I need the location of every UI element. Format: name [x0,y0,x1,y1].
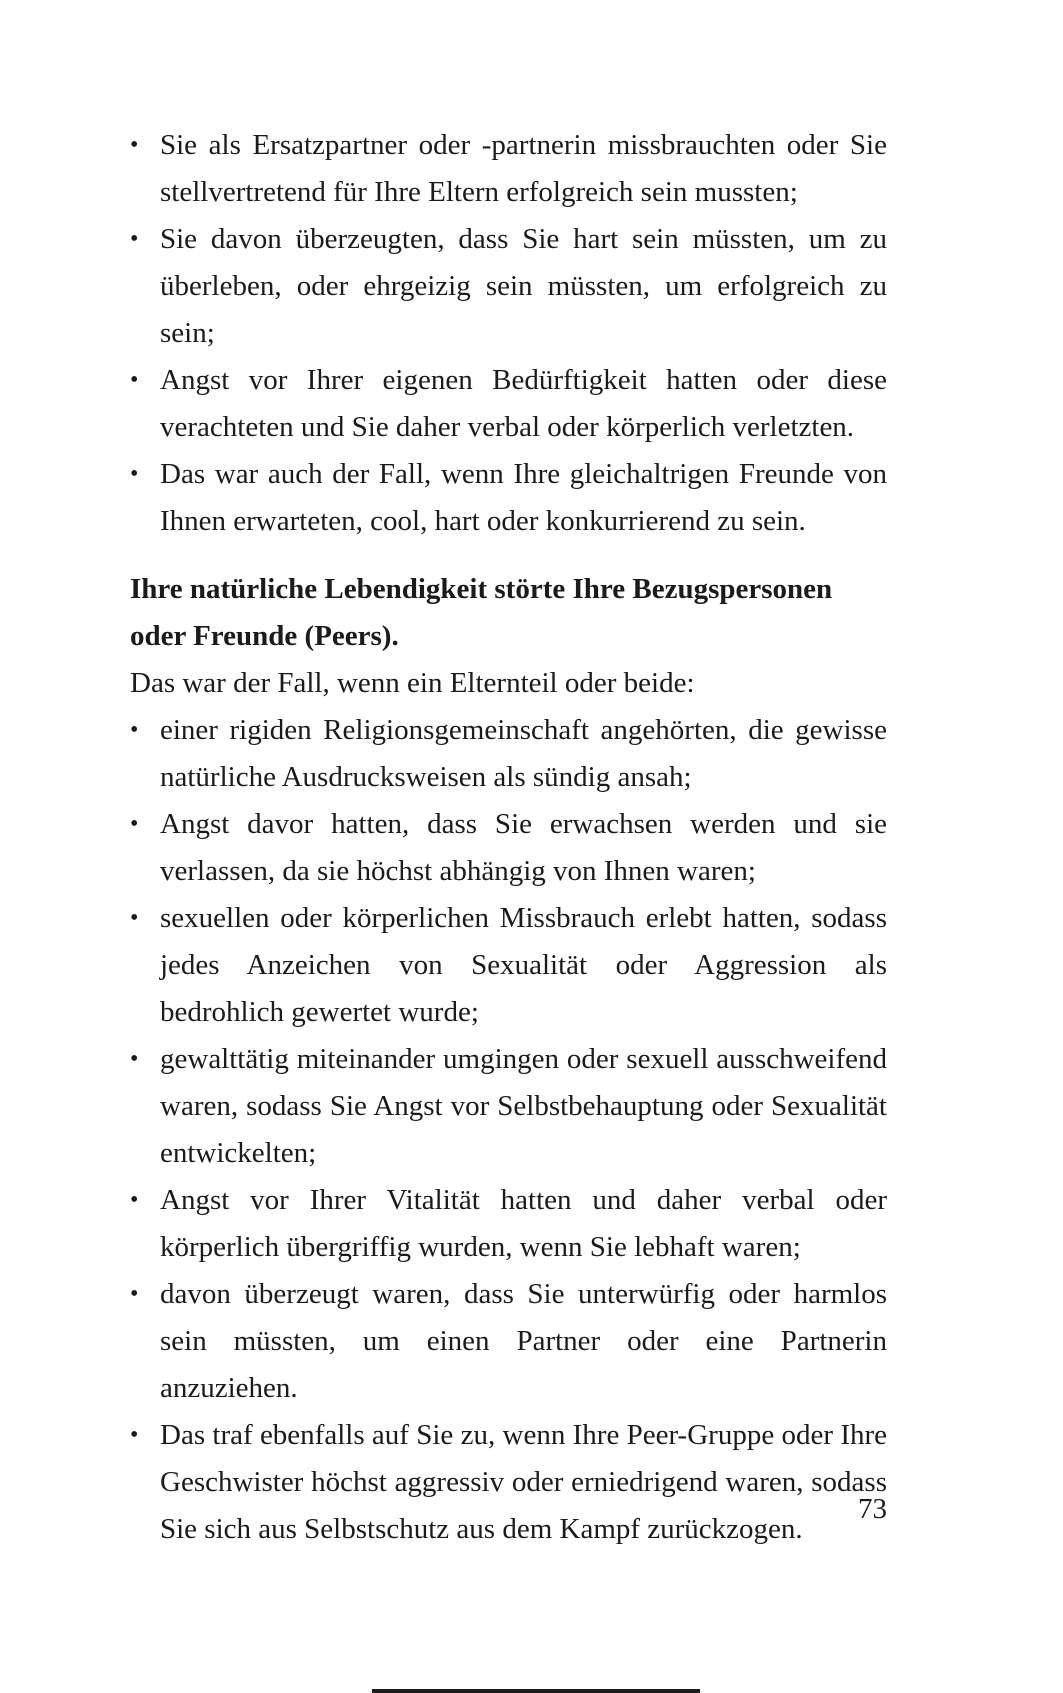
bullet-text: Sie davon überzeugten, dass Sie hart sein müssten, um zu überleben, oder ehrgeizig sein müssten, um erfolgreich zu sein; [160,223,887,349]
bullet-dot-icon: • [130,717,139,743]
section-intro: Das war der Fall, wenn ein Elternteil oder beide: [130,667,695,699]
bullet-list-bottom [130,707,887,1553]
bullet-text: einer rigiden Religionsgemeinschaft angehörten, die gewisse natürliche Ausdrucksweisen als sündig ansah; [160,714,887,793]
bullet-dot-icon: • [130,226,139,252]
text-block [130,122,887,1553]
bullet-text: davon überzeugt waren, dass Sie unterwürfig oder harmlos sein müssten, um einen Partner oder eine Partnerin anzuziehen. [160,1278,887,1404]
bullet-dot-icon: • [130,811,139,837]
list-item [130,1036,887,1177]
bullet-text: gewalttätig miteinander umgingen oder sexuell ausschweifend waren, sodass Sie Angst vor Selbstbehauptung oder Sexualität entwickelten; [160,1043,887,1169]
list-item [130,1177,887,1271]
page-number: 73 [858,1493,887,1525]
list-item [130,707,887,801]
section-heading: Ihre natürliche Lebendigkeit störte Ihre Bezugspersonen oder Freunde (Peers). [130,573,833,652]
bullet-text: Angst vor Ihrer Vitalität hatten und daher verbal oder körperlich übergriffig wurden, wenn Sie lebhaft waren; [160,1184,887,1263]
list-item [130,216,887,357]
list-item [130,801,887,895]
list-item [130,895,887,1036]
bullet-text: Angst vor Ihrer eigenen Bedürftigkeit hatten oder diese verachteten und Sie daher verbal oder körperlich verletzten. [160,364,887,443]
bullet-dot-icon: • [130,132,139,158]
bullet-text: Das war auch der Fall, wenn Ihre gleichaltrigen Freunde von Ihnen erwarteten, cool, hart oder konkurrierend zu sein. [160,458,887,537]
bullet-dot-icon: • [130,905,139,931]
list-item [130,122,887,216]
bullet-text: Das traf ebenfalls auf Sie zu, wenn Ihre Peer-Gruppe oder Ihre Geschwister höchst aggressiv oder erniedrigend waren, sodass Sie sich aus Selbstschutz aus dem Kampf zurückzogen. [160,1419,887,1545]
bullet-list-top [130,122,887,545]
bullet-text: Sie als Ersatzpartner oder -partnerin missbrauchten oder Sie stellvertretend für Ihre Eltern erfolgreich sein mussten; [160,129,887,208]
bullet-dot-icon: • [130,1046,139,1072]
bullet-text: sexuellen oder körperlichen Missbrauch erlebt hatten, sodass jedes Anzeichen von Sexualität oder Aggression als bedrohlich gewertet wurde; [160,902,887,1028]
bullet-dot-icon: • [130,367,139,393]
bullet-text: Angst davor hatten, dass Sie erwachsen werden und sie verlassen, da sie höchst abhängig von Ihnen waren; [160,808,887,887]
bullet-dot-icon: • [130,461,139,487]
list-item [130,1412,887,1553]
bullet-dot-icon: • [130,1187,139,1213]
bullet-dot-icon: • [130,1422,139,1448]
list-item [130,1271,887,1412]
list-item [130,357,887,451]
list-item [130,451,887,545]
bullet-dot-icon: • [130,1281,139,1307]
page-bottom-scan-mark [372,1689,700,1693]
